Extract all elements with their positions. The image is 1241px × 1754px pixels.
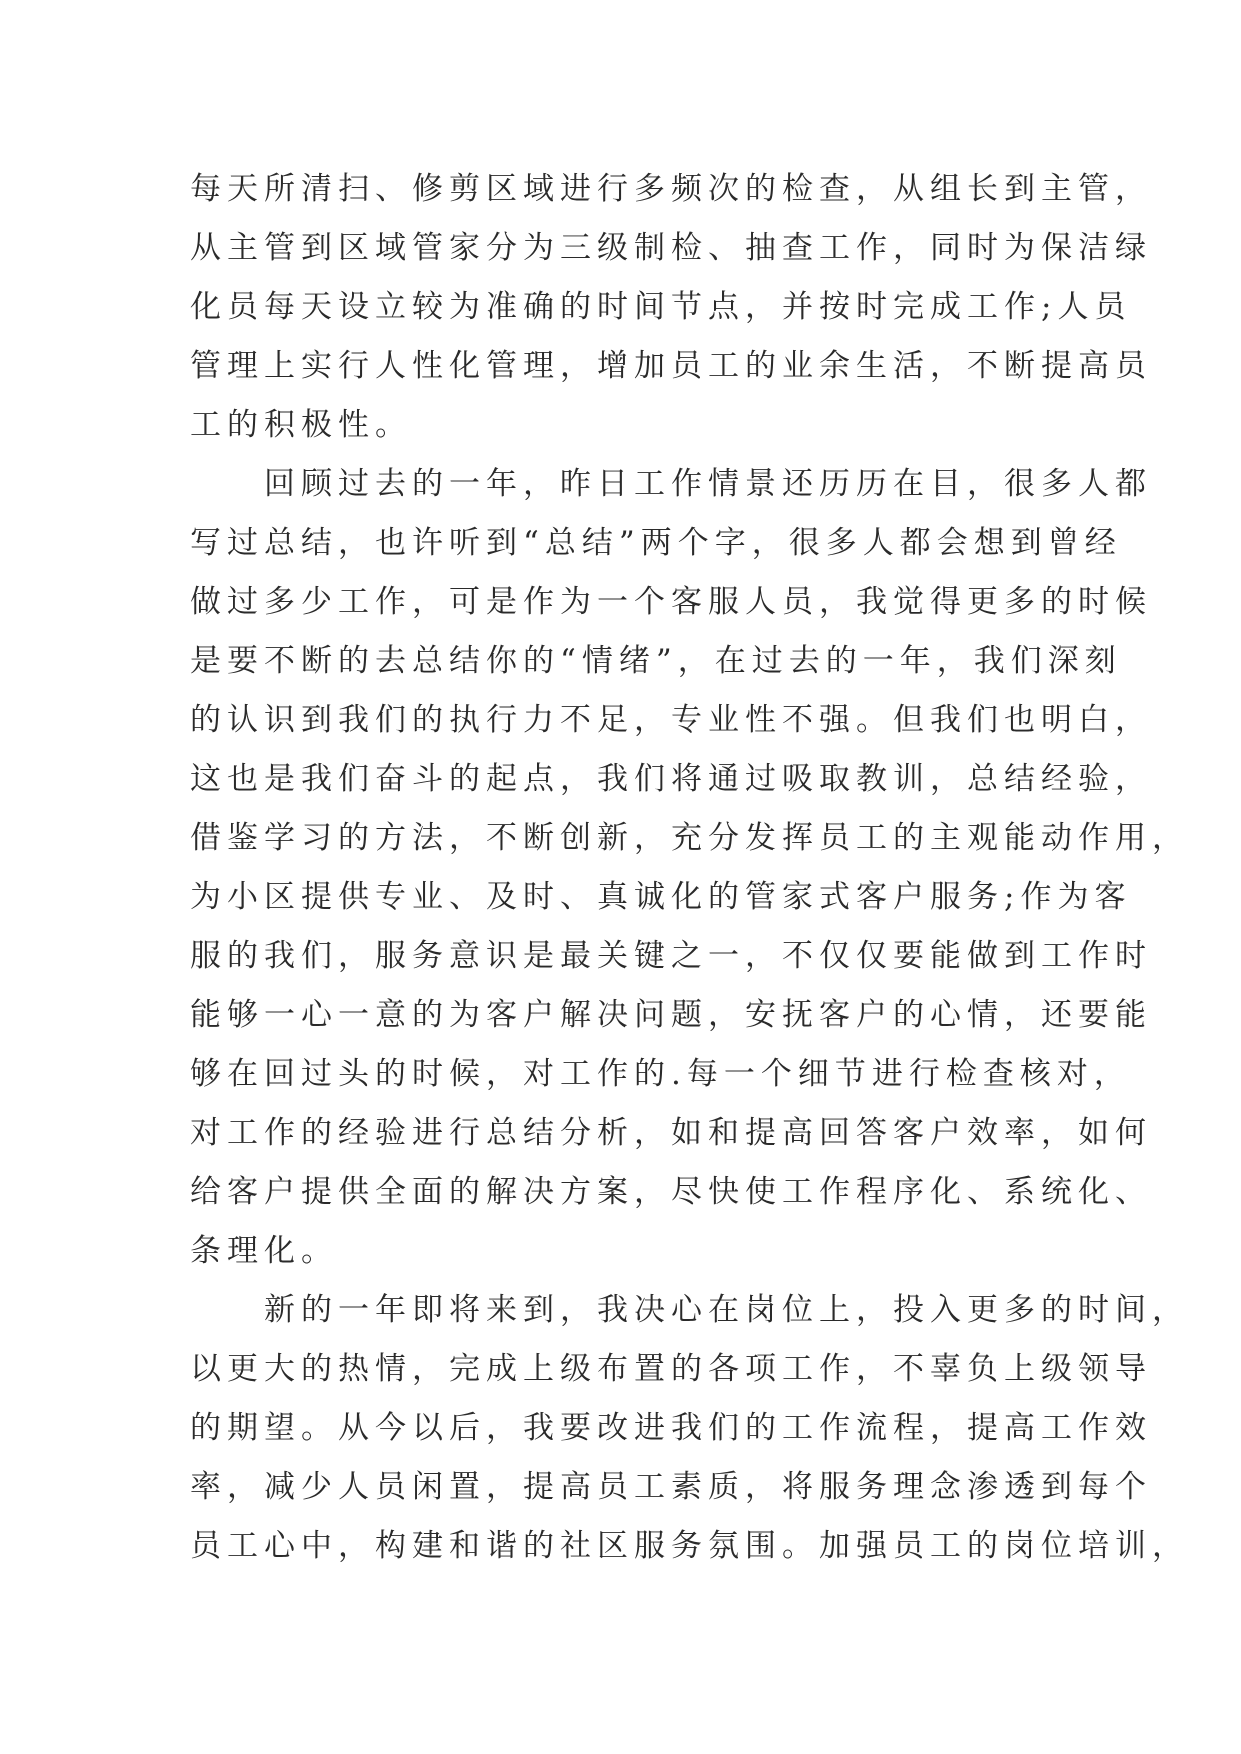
text-line: 对工作的经验进行总结分析，如和提高回答客户效率，如何 xyxy=(190,1115,1152,1151)
document-body xyxy=(190,160,1189,1576)
text-line: 写过总结，也许听到“总结”两个字，很多人都会想到曾经 xyxy=(190,525,1122,561)
text-line: 的期望。从今以后，我要改进我们的工作流程，提高工作效 xyxy=(190,1410,1152,1446)
text-line: 员工心中，构建和谐的社区服务氛围。加强员工的岗位培训， xyxy=(190,1528,1189,1564)
text-line: 给客户提供全面的解决方案，尽快使工作程序化、系统化、 xyxy=(190,1174,1152,1210)
text-line: 条理化。 xyxy=(190,1233,338,1269)
text-line: 每天所清扫、修剪区域进行多频次的检查，从组长到主管， xyxy=(190,171,1152,207)
text-line: 能够一心一意的为客户解决问题，安抚客户的心情，还要能 xyxy=(190,997,1152,1033)
text-line: 借鉴学习的方法，不断创新，充分发挥员工的主观能动作用， xyxy=(190,820,1189,856)
text-line: 为小区提供专业、及时、真诚化的管家式客户服务;作为客 xyxy=(190,879,1132,915)
text-line: 以更大的热情，完成上级布置的各项工作，不辜负上级领导 xyxy=(190,1351,1152,1387)
text-line: 工的积极性。 xyxy=(190,407,412,443)
text-line: 的认识到我们的执行力不足，专业性不强。但我们也明白， xyxy=(190,702,1152,738)
text-line: 回顾过去的一年，昨日工作情景还历历在目，很多人都 xyxy=(190,466,1152,502)
text-line: 率，减少人员闲置，提高员工素质，将服务理念渗透到每个 xyxy=(190,1469,1152,1505)
text-line: 做过多少工作，可是作为一个客服人员，我觉得更多的时候 xyxy=(190,584,1152,620)
text-line: 管理上实行人性化管理，增加员工的业余生活，不断提高员 xyxy=(190,348,1152,384)
text-line: 是要不断的去总结你的“情绪”，在过去的一年，我们深刻 xyxy=(190,643,1122,679)
text-line: 化员每天设立较为准确的时间节点，并按时完成工作;人员 xyxy=(190,289,1132,325)
text-line: 够在回过头的时候，对工作的.每一个细节进行检查核对， xyxy=(190,1056,1131,1092)
text-line: 这也是我们奋斗的起点，我们将通过吸取教训，总结经验， xyxy=(190,761,1152,797)
text-line: 从主管到区域管家分为三级制检、抽查工作，同时为保洁绿 xyxy=(190,230,1152,266)
text-line: 服的我们，服务意识是最关键之一，不仅仅要能做到工作时 xyxy=(190,938,1152,974)
text-line: 新的一年即将来到，我决心在岗位上，投入更多的时间， xyxy=(190,1292,1189,1328)
